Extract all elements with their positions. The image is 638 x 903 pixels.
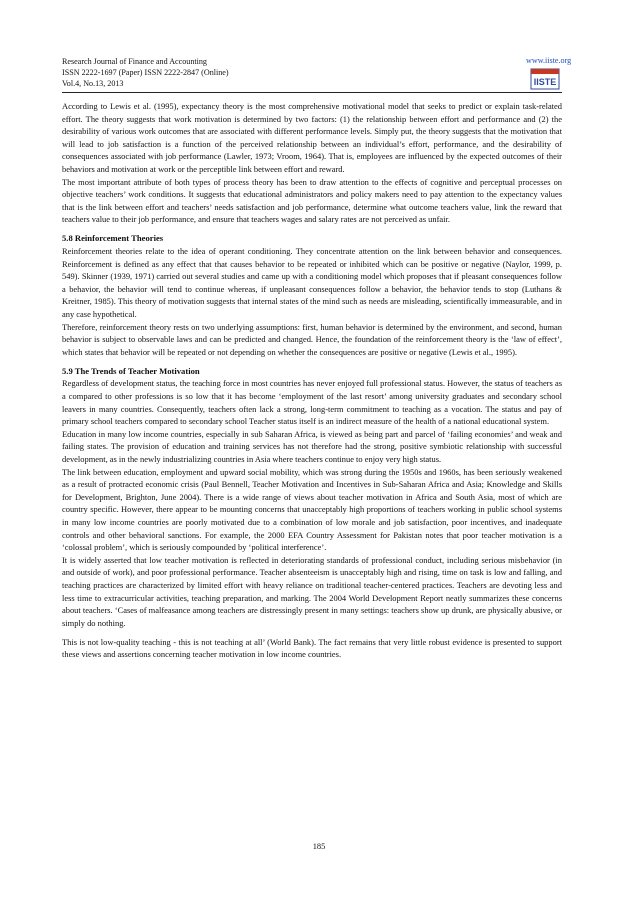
paragraph-closing: This is not low-quality teaching - this is not teaching at all’ (World Bank). The fact remains that very little robust evidence is presented to support these views and assertions concerning teacher motivation in low income countries. — [62, 636, 562, 660]
paragraph-expectancy: According to Lewis et al. (1995), expectancy theory is the most comprehensive motivational model that seeks to predict or explain task-related effort. The theory suggests that work motivation is determined by two factors: (1) the relationship between effort and performance and (2) the desirability of various work outcomes that are associated with different performance levels. Simply put, the theory suggests that the motivation that will lead to job satisfaction is a function of the perceived relationship between an individual’s effort, performance, and the desirability of consequences associated with job performance (Lawler, 1973; Vroom, 1964). That is, employees are influenced by the expected outcomes of their behaviors and motivation at work or the perceptible link between effort and reward. — [62, 101, 562, 174]
page-number: 185 — [312, 842, 326, 851]
paragraph-trends-1: Regardless of development status, the teaching force in most countries has never enjoyed full professional status. However, the status of teachers as a compared to other professions is so low that it has become ‘employment of the last resort’ among university graduates and secondary school leavers in many countries. Consequently, teachers often lack a strong, long-term commitment to teaching as a vocation. The status and pay of primary school teachers compared to secondary school Teacher status itself is an indirect measure of the health of a national educational system. — [62, 378, 562, 427]
paragraph-reinforcement-1: Reinforcement theories relate to the idea of operant conditioning. They concentrate attention on the link between behavior and consequences. Reinforcement is defined as any effect that that causes behavior to be repeated or inhibited which can be positive or negative (Naylor, 1999, p. 549). Skinner (1939, 1971) carried out several studies and came up with a conditioning model which proposes that if pleasant consequences follow a behavior, the behavior will tend to continue whereas, if unpleasant consequences follow a behavior, the behavior tends to stop (Luthans & Kreitner, 1985). This theory of motivation suggests that internal states of the mind such as needs are misleading, scientifically immeasurable, and in any case hypothetical. — [62, 246, 562, 319]
article-body — [62, 100, 562, 661]
issn-line: ISSN 2222-1697 (Paper) ISSN 2222-2847 (Online) — [62, 68, 229, 77]
paragraph-trends-3: The link between education, employment and upward social mobility, which was strong during the 1950s and 1960s, has been seriously weakened as a result of protracted economic crisis (Paul Bennell, Teacher Motivation and Incentives in Sub-Saharan Africa and Asia; Knowledge and Skills for Development, Brighton, June 2004). There is a wide range of views about teacher motivation in Africa and South Asia, most of which are country specific. However, there appear to be mounting concerns that unacceptably high proportions of teachers working in public school systems in many low income countries are poorly motivated due to a combination of low morale and job satisfaction, poor incentives, and inadequate controls and other behavioral sanctions. For example, the 2000 EFA Country Assessment for Pakistan notes that poor teacher motivation is a ‘colossal problem’, which is seriously compounded by ‘political interference’. — [62, 466, 562, 553]
paragraph-trends-4: It is widely asserted that low teacher motivation is reflected in deteriorating standards of professional conduct, including serious misbehavior (in and outside of work), and poor professional performance. Teacher absenteeism is unacceptably high and rising, time on task is low and falling, and teaching practices are characterized by limited effort with heavy reliance on traditional teacher-centered practices. Teachers are devoting less and less time to extracurricular activities, teaching preparation, and marking. The 2004 World Development Report neatly summarizes these concerns about teachers. ‘Cases of malfeasance among teachers are distressingly present in many settings: teachers show up drunk, are physically abusive, or simply do nothing. — [62, 554, 562, 628]
section-heading-5-8: 5.8 Reinforcement Theories — [62, 233, 164, 244]
section-heading-5-9: 5.9 The Trends of Teacher Motivation — [62, 365, 200, 376]
iiste-logo — [530, 68, 560, 90]
paragraph-reinforcement-2: Therefore, reinforcement theory rests on two underlying assumptions: first, human behavior is determined by the environment, and second, human behavior is subject to observable laws and can be predicted and changed. Hence, the foundation of the reinforcement theory is the ‘law of effect’, which states that behavior will be repeated or not depending on whether the consequences are positive or negative (Lewis et al., 1995). — [62, 321, 562, 357]
journal-url-link[interactable]: www.iiste.org — [526, 56, 572, 65]
header-rule — [62, 92, 562, 93]
logo-text: IISTE — [533, 77, 557, 87]
journal-title: Research Journal of Finance and Accounting — [62, 57, 207, 66]
paragraph-trends-2: Education in many low income countries, especially in sub Saharan Africa, is viewed as being part and parcel of ‘failing economies’ and weak and failing states. The provision of education and training services has not therefore had the strong, positive symbiotic relationship with successful development, as in the newly industrializing countries in Asia where teachers continue to enjoy very high status. — [62, 428, 562, 465]
paragraph-process-theory: The most important attribute of both types of process theory has been to draw attention to the effects of cognitive and perceptual processes on objective teachers’ work conditions. It suggests that educational administrators and policy makers need to pay attention to the expectancy values that is the link between effort and teachers’ needs satisfaction and job performance, determine what outcome teachers value, link the reward that teachers value to their job performance, and ensure that teachers wages and salary rates are not perceived as unfair. — [62, 176, 562, 225]
volume-line: Vol.4, No.13, 2013 — [62, 79, 124, 88]
